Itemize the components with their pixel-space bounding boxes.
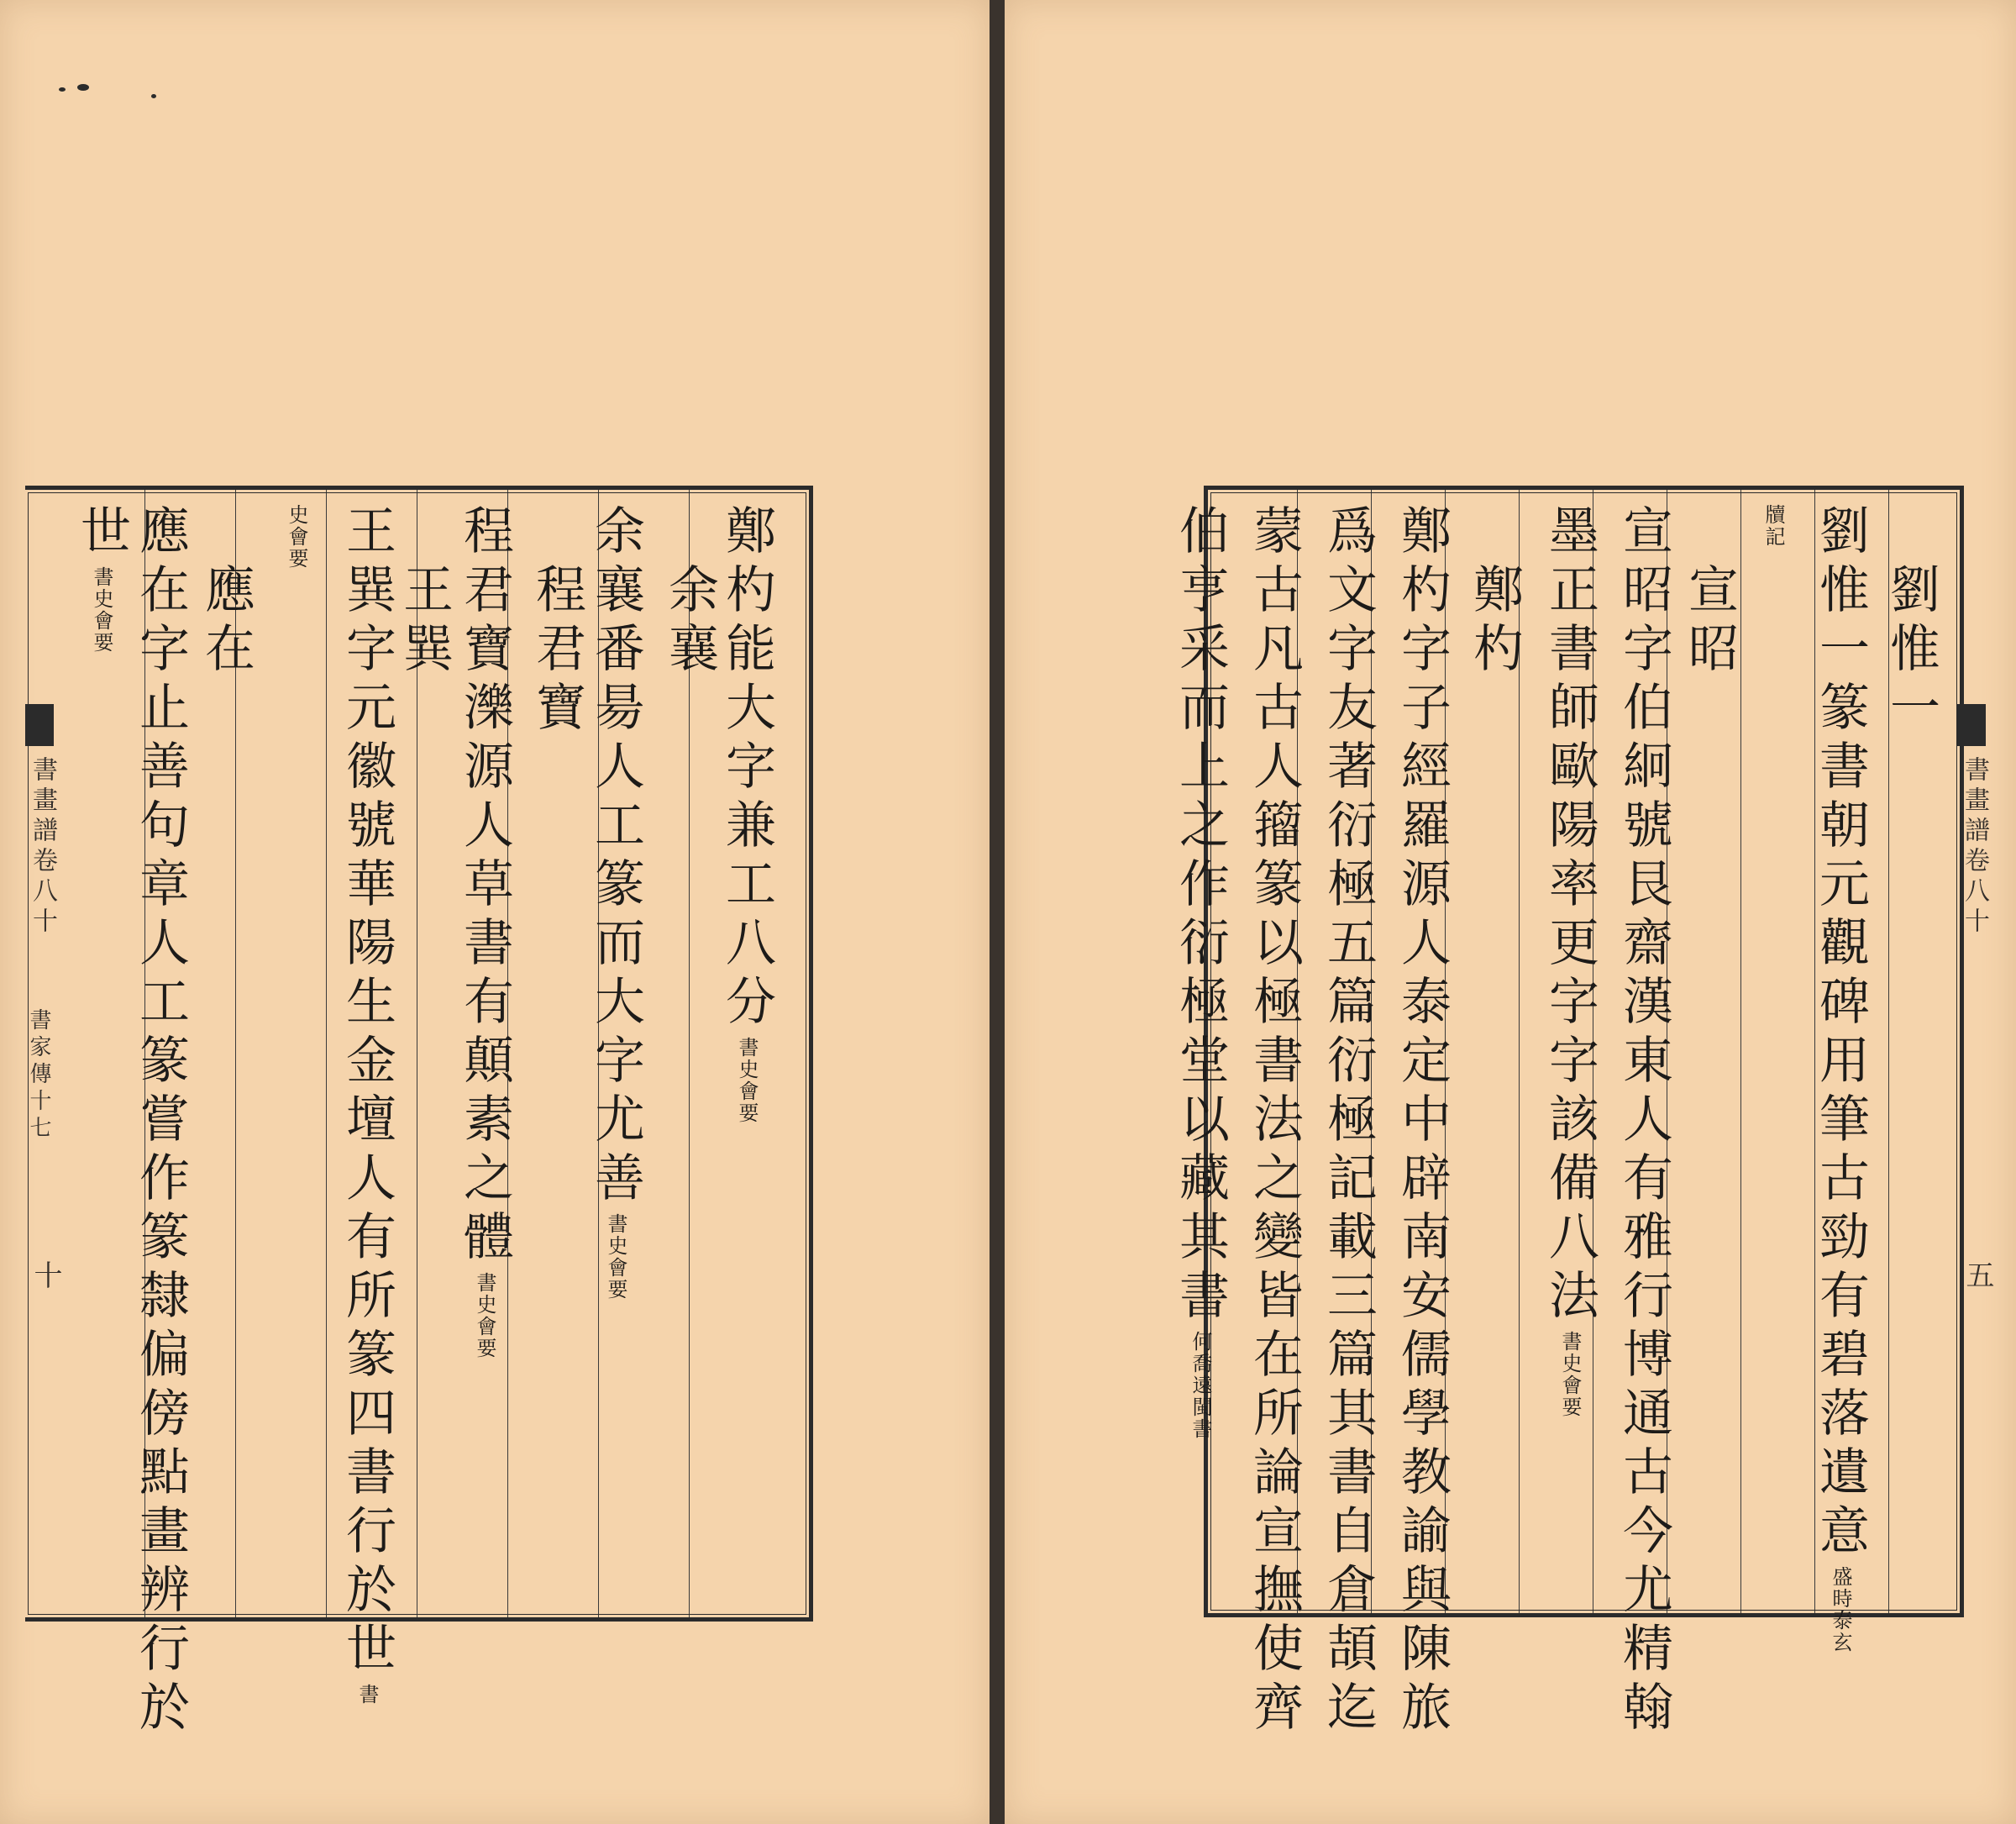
annotation-column: 史會要 [285,504,308,570]
entry-heading: 劉惟一 [1882,504,1940,739]
ink-speck [59,87,66,92]
page-number: 五 [1961,1260,1994,1289]
section-title: 書家傳十七 [26,1008,51,1143]
right-page [1005,0,2016,1824]
text-column: 宣昭字伯絅號艮齋漢東人有雅行博通古今尤精翰 [1614,504,1673,1739]
fishtail-mark [25,704,54,746]
text-column: 王巽字元徽號華陽生金壇人有所篆四書行於世書 [338,504,396,1706]
book-gutter [990,0,1005,1824]
entry-heading: 應在 [197,504,255,681]
text-column: 蒙古凡古人籀篆以極書法之變皆在所論宣撫使齊 [1245,504,1304,1739]
text-column: 世書史會要 [72,504,131,654]
text-column: 爲文字友著衍極五篇衍極記載三篇其書自倉頡迄 [1319,504,1378,1739]
entry-heading: 程君寶 [528,504,586,739]
running-head: 書畫譜卷八十 [1960,756,1989,938]
text-column: 余襄番昜人工篆而大字尤善書史會要 [586,504,645,1301]
fishtail-mark [1957,704,1986,746]
text-column: 墨正書師歐陽率更字字該備八法書史會要 [1541,504,1599,1418]
ink-speck [77,84,89,91]
text-column: 鄭杓能大字兼工八分書史會要 [717,504,776,1124]
entry-heading: 鄭杓 [1465,504,1524,681]
page-number: 十 [29,1260,62,1289]
text-column: 劉惟一篆書朝元觀碑用筆古勁有碧落遺意盛時泰玄 [1811,504,1870,1653]
text-column: 鄭杓字子經羅源人泰定中辟南安儒學教諭與陳旅 [1393,504,1452,1739]
text-column: 程君寶濼源人草書有顛素之體書史會要 [455,504,514,1359]
entry-heading: 宣昭 [1680,504,1739,681]
text-column: 伯亨采而上之作衍極堂以藏其書何喬遠閩書 [1171,504,1230,1440]
entry-heading: 王巽 [395,504,454,681]
text-column: 應在字止善句章人工篆嘗作篆隸偏傍點畫辨行於 [131,504,190,1739]
left-page [0,0,990,1824]
running-head: 書畫譜卷八十 [28,756,57,938]
entry-heading: 余襄 [660,504,719,681]
ink-speck [151,94,156,98]
annotation-column: 牘記 [1761,504,1785,548]
